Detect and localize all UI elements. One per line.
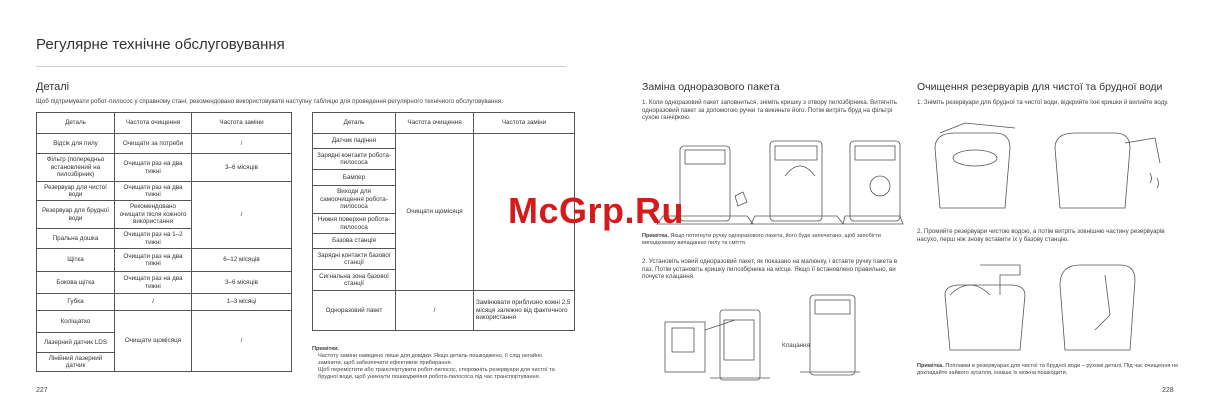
- page-number-right: 228: [1162, 387, 1174, 394]
- section-heading-tanks: Очищення резервуарів для чистої та брудної води: [917, 81, 1163, 93]
- tanks-empty-illustration: [925, 118, 1175, 218]
- table-row: Одноразовий пакет / Замінювати приблизно кожні 2,5 місяця залежно від фактичного використання: [313, 291, 575, 331]
- watermark-logo: McGrp.Ru: [508, 190, 685, 231]
- table-row: Відсік для пилу Очищати за потреби /: [37, 134, 292, 154]
- table-row: Базова станція: [313, 234, 575, 249]
- table-row: Зарядні контакти робота-пилососа: [313, 149, 575, 170]
- table-row: Нижня поверхня робота-пилососа: [313, 214, 575, 234]
- maintenance-table-1: [36, 112, 292, 372]
- tanks-note: Примітка. Поплавки в резервуарах для чистої та брудної води – рухомі деталі. Під час очищення не докладайте зайвого зусилля, інакше їх можна пошкодити.: [917, 363, 1179, 376]
- col-header-part: Деталь: [313, 113, 396, 134]
- table-row: Лінійний лазерний датчик: [37, 353, 292, 372]
- bag-step-2: 2. Установіть новий одноразовий пакет, як показано на малюнку, і вставте ручку пакета в паз. Потім установіть кришку пилозбірника на місце. Якщо її встановлено правильно, ви почуєте клацання.: [642, 258, 898, 280]
- col-header-clean: Частота очищення: [396, 113, 474, 134]
- col-header-clean: Частота очищення: [115, 113, 192, 134]
- bag-note-1: Примітка. Якщо потягнути ручку одноразового пакета, його буде запечатано, щоб запобігти випадковому випаданню пилу та сміття.: [642, 233, 881, 246]
- table-row: Лазерний датчик LDS: [37, 333, 292, 353]
- table-row: Сигнальна зона базової станції: [313, 270, 575, 291]
- col-header-part: Деталь: [37, 113, 115, 134]
- table-row: Фільтр (попередньо встановлений на пилозбірник) Очищати раз на два тижні 3–6 місяців: [37, 154, 292, 182]
- tanks-rinse-illustration: [930, 255, 1170, 355]
- table-row: Резервуар для чистої води Очищати раз на два тижні /: [37, 182, 292, 201]
- section-heading-bag: Заміна одноразового пакета: [642, 81, 780, 93]
- table-row: Бампер: [313, 170, 575, 186]
- page-title: Регулярне технічне обслуговування: [36, 36, 285, 53]
- table-row: Щітка Очищати раз на два тижні 6–12 місяців: [37, 249, 292, 272]
- table-row: Виходи для самоочищення робота-пилососа: [313, 186, 575, 214]
- intro-text: Щоб підтримувати робот-пилосос у справному стані, рекомендовано використовувати наступну таблицю для проведення регулярного технічного обслуговування.: [36, 98, 503, 105]
- table-row: Бокова щітка Очищати раз на два тижні 3–6 місяців: [37, 272, 292, 294]
- tanks-step-2: 2. Промийте резервуари чистою водою, а потім витріть зовнішню частину резервуарів насухо, перш ніж знову вставити їх у базову станцію.: [917, 228, 1165, 243]
- tanks-step-1: 1. Зніміть резервуари для брудної та чистої води, відкрийте їхні кришки й вилийте воду.: [917, 99, 1169, 106]
- section-heading-parts: Деталі: [36, 81, 70, 93]
- click-label: Клацання: [782, 342, 810, 349]
- col-header-replace: Частота заміни: [192, 113, 292, 134]
- title-divider: [36, 66, 566, 67]
- table-row: Коліщатко Очищати щомісяця /: [37, 311, 292, 333]
- bag-step-1: 1. Коли одноразовий пакет заповниться, зніміть кришку з отвору пилозбірника. Витягніть одноразовий пакет за допомогою ручки та викиньте його. Потім витріть бруд на фільтрі сухою ганчіркою.: [642, 99, 898, 121]
- bag-install-illustration: [660, 290, 860, 385]
- page-number-left: 227: [36, 387, 48, 394]
- table-notes: Примітки. Частоту заміни наведено лише для довідки. Якщо деталь пошкоджено, її слід негайно замінити, щоб забезпечити ефективне прибирання. Щоб перемістити або транспортувати робот-пилосос, спорожніть резервуари для чистої та брудної води, щоб уникнути пошкодження робота-пилососа під час транспортування.: [312, 346, 577, 381]
- table-row: Резервуар для брудної води Рекомендовано очищати після кожного використання: [37, 201, 292, 229]
- notes-title: Примітки.: [312, 346, 340, 352]
- col-header-replace: Частота заміни: [474, 113, 575, 134]
- table-row: Губка / 1–3 місяці: [37, 294, 292, 311]
- table-row: Зарядні контакти базової станції: [313, 249, 575, 270]
- table-row: Датчик падіння Очищати щомісяця: [313, 134, 575, 149]
- table-row: Пральна дошка Очищати раз на 1–2 тижні: [37, 229, 292, 249]
- bag-removal-illustration: [655, 136, 905, 228]
